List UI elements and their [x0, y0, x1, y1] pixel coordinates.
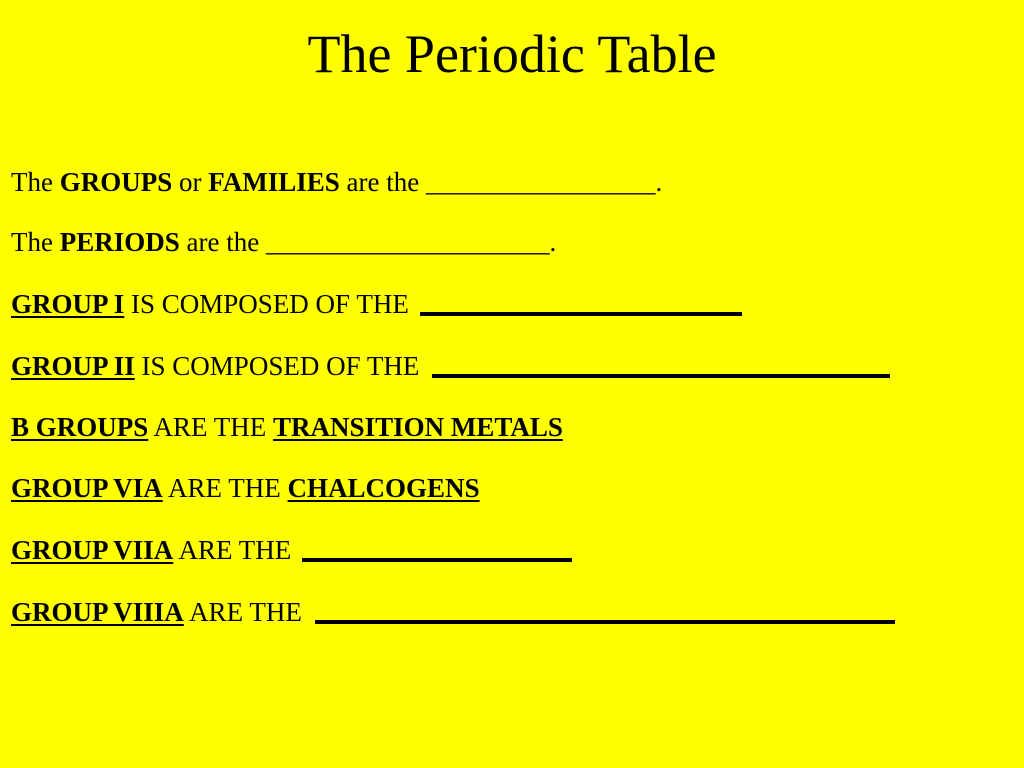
or-word: or — [179, 167, 202, 197]
chalcogens-answer: CHALCOGENS — [287, 473, 480, 503]
b-groups-line — [11, 409, 563, 445]
groups-families-line — [11, 164, 662, 200]
group-ii-label: GROUP II — [11, 351, 135, 381]
group-viiia-text: ARE THE — [189, 597, 302, 627]
group-viia-line — [11, 532, 572, 568]
line-suffix: are the _________________. — [346, 167, 663, 197]
periods-line — [11, 224, 556, 260]
group-i-label: GROUP I — [11, 289, 125, 319]
line-prefix: The — [11, 167, 53, 197]
answer-blank — [315, 598, 895, 624]
answer-blank — [432, 352, 890, 378]
b-groups-label: B GROUPS — [11, 412, 149, 442]
group-viiia-label: GROUP VIIIA — [11, 597, 184, 627]
group-i-line — [11, 286, 742, 322]
group-i-text: IS COMPOSED OF THE — [131, 289, 409, 319]
group-ii-text: IS COMPOSED OF THE — [141, 351, 420, 381]
families-term: FAMILIES — [208, 167, 340, 197]
periods-term: PERIODS — [59, 227, 180, 257]
group-via-text: ARE THE — [168, 473, 281, 503]
answer-blank — [420, 290, 742, 316]
transition-metals-answer: TRANSITION METALS — [273, 412, 563, 442]
group-ii-line — [11, 348, 890, 384]
group-viiia-line — [11, 594, 895, 630]
group-via-label: GROUP VIA — [11, 473, 163, 503]
group-via-line — [11, 470, 480, 506]
group-viia-text: ARE THE — [178, 535, 292, 565]
groups-term: GROUPS — [59, 167, 173, 197]
group-viia-label: GROUP VIIA — [11, 535, 174, 565]
slide-title: The Periodic Table — [307, 24, 717, 84]
line-suffix: are the _____________________. — [186, 227, 557, 257]
answer-blank — [302, 536, 572, 562]
line-prefix: The — [11, 227, 53, 257]
b-groups-text: ARE THE — [153, 412, 267, 442]
